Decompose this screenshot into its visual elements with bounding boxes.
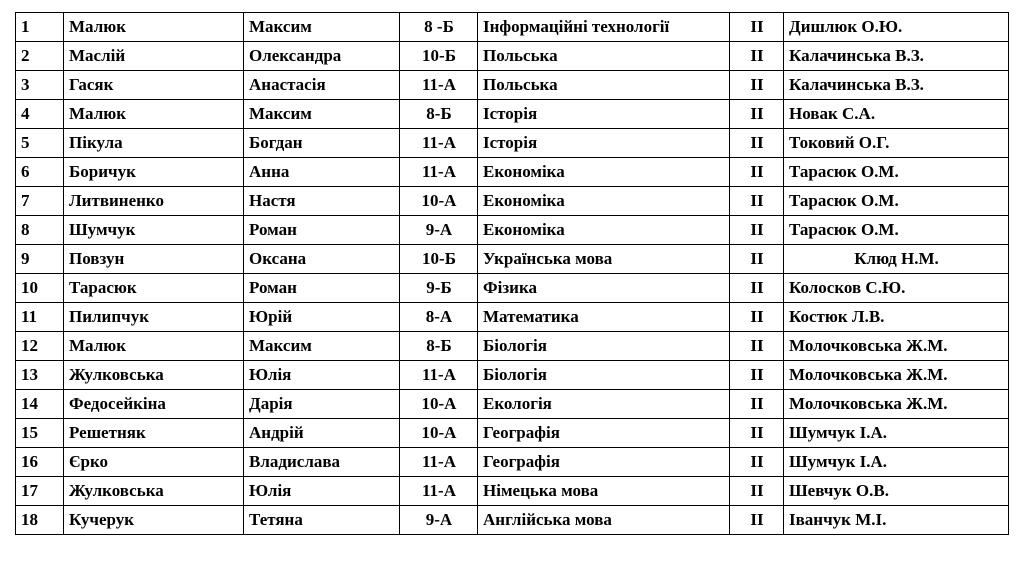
level-cell: ІІ	[730, 158, 784, 187]
table-row	[16, 71, 1009, 100]
row-number: 5	[16, 129, 64, 158]
level-cell: ІІ	[730, 71, 784, 100]
level-cell: ІІ	[730, 216, 784, 245]
row-number: 1	[16, 13, 64, 42]
first-name-cell: Андрій	[244, 419, 400, 448]
row-number: 15	[16, 419, 64, 448]
class-cell: 11-А	[400, 158, 478, 187]
class-cell: 8-Б	[400, 332, 478, 361]
table-row	[16, 274, 1009, 303]
row-number: 7	[16, 187, 64, 216]
table-row	[16, 13, 1009, 42]
surname-cell: Федосейкіна	[64, 390, 244, 419]
table-row	[16, 303, 1009, 332]
teacher-cell: Дишлюк О.Ю.	[784, 13, 1009, 42]
subject-cell: Історія	[478, 100, 730, 129]
first-name-cell: Роман	[244, 216, 400, 245]
first-name-cell: Владислава	[244, 448, 400, 477]
level-cell: ІІ	[730, 274, 784, 303]
teacher-cell: Калачинська В.З.	[784, 71, 1009, 100]
teacher-cell: Іванчук М.І.	[784, 506, 1009, 535]
level-cell: ІІ	[730, 477, 784, 506]
level-cell: ІІ	[730, 187, 784, 216]
surname-cell: Малюк	[64, 332, 244, 361]
teacher-cell: Шевчук О.В.	[784, 477, 1009, 506]
first-name-cell: Богдан	[244, 129, 400, 158]
level-cell: ІІ	[730, 390, 784, 419]
table-row	[16, 158, 1009, 187]
class-cell: 11-А	[400, 71, 478, 100]
subject-cell: Польська	[478, 71, 730, 100]
first-name-cell: Анна	[244, 158, 400, 187]
subject-cell: Українська мова	[478, 245, 730, 274]
row-number: 4	[16, 100, 64, 129]
level-cell: ІІ	[730, 245, 784, 274]
surname-cell: Решетняк	[64, 419, 244, 448]
table-body	[16, 13, 1009, 535]
row-number: 14	[16, 390, 64, 419]
subject-cell: Економіка	[478, 187, 730, 216]
teacher-cell: Молочковська Ж.М.	[784, 361, 1009, 390]
subject-cell: Англійська мова	[478, 506, 730, 535]
teacher-cell: Молочковська Ж.М.	[784, 332, 1009, 361]
table-row	[16, 419, 1009, 448]
row-number: 13	[16, 361, 64, 390]
subject-cell: Математика	[478, 303, 730, 332]
class-cell: 10-А	[400, 419, 478, 448]
level-cell: ІІ	[730, 100, 784, 129]
level-cell: ІІ	[730, 448, 784, 477]
first-name-cell: Олександра	[244, 42, 400, 71]
surname-cell: Повзун	[64, 245, 244, 274]
teacher-cell: Шумчук І.А.	[784, 419, 1009, 448]
first-name-cell: Тетяна	[244, 506, 400, 535]
row-number: 2	[16, 42, 64, 71]
table-row	[16, 245, 1009, 274]
first-name-cell: Юрій	[244, 303, 400, 332]
subject-cell: Біологія	[478, 332, 730, 361]
first-name-cell: Настя	[244, 187, 400, 216]
teacher-cell: Колосков С.Ю.	[784, 274, 1009, 303]
subject-cell: Економіка	[478, 158, 730, 187]
surname-cell: Малюк	[64, 100, 244, 129]
surname-cell: Пилипчук	[64, 303, 244, 332]
subject-cell: Географія	[478, 419, 730, 448]
class-cell: 10-А	[400, 390, 478, 419]
teacher-cell: Тарасюк О.М.	[784, 216, 1009, 245]
level-cell: ІІ	[730, 129, 784, 158]
class-cell: 8-А	[400, 303, 478, 332]
class-cell: 11-А	[400, 129, 478, 158]
table-row	[16, 477, 1009, 506]
surname-cell: Тарасюк	[64, 274, 244, 303]
row-number: 8	[16, 216, 64, 245]
table-row	[16, 42, 1009, 71]
table-row	[16, 506, 1009, 535]
first-name-cell: Максим	[244, 13, 400, 42]
subject-cell: Економіка	[478, 216, 730, 245]
first-name-cell: Максим	[244, 100, 400, 129]
subject-cell: Польська	[478, 42, 730, 71]
surname-cell: Боричук	[64, 158, 244, 187]
first-name-cell: Дарія	[244, 390, 400, 419]
row-number: 6	[16, 158, 64, 187]
table-row	[16, 448, 1009, 477]
first-name-cell: Максим	[244, 332, 400, 361]
surname-cell: Маслій	[64, 42, 244, 71]
subject-cell: Історія	[478, 129, 730, 158]
teacher-cell: Тарасюк О.М.	[784, 158, 1009, 187]
row-number: 16	[16, 448, 64, 477]
row-number: 17	[16, 477, 64, 506]
level-cell: ІІ	[730, 332, 784, 361]
row-number: 18	[16, 506, 64, 535]
first-name-cell: Юлія	[244, 361, 400, 390]
level-cell: ІІ	[730, 303, 784, 332]
subject-cell: Географія	[478, 448, 730, 477]
class-cell: 8 -Б	[400, 13, 478, 42]
row-number: 3	[16, 71, 64, 100]
level-cell: ІІ	[730, 506, 784, 535]
first-name-cell: Анастасія	[244, 71, 400, 100]
class-cell: 9-Б	[400, 274, 478, 303]
teacher-cell: Калачинська В.З.	[784, 42, 1009, 71]
table-row	[16, 390, 1009, 419]
surname-cell: Литвиненко	[64, 187, 244, 216]
table-row	[16, 100, 1009, 129]
subject-cell: Фізика	[478, 274, 730, 303]
table-row	[16, 129, 1009, 158]
class-cell: 9-А	[400, 506, 478, 535]
surname-cell: Кучерук	[64, 506, 244, 535]
results-table	[15, 12, 1009, 535]
subject-cell: Інформаційні технології	[478, 13, 730, 42]
table-row	[16, 216, 1009, 245]
class-cell: 10-Б	[400, 42, 478, 71]
class-cell: 11-А	[400, 477, 478, 506]
row-number: 12	[16, 332, 64, 361]
class-cell: 11-А	[400, 448, 478, 477]
first-name-cell: Оксана	[244, 245, 400, 274]
class-cell: 8-Б	[400, 100, 478, 129]
teacher-cell: Шумчук І.А.	[784, 448, 1009, 477]
subject-cell: Екологія	[478, 390, 730, 419]
teacher-cell: Новак С.А.	[784, 100, 1009, 129]
class-cell: 10-Б	[400, 245, 478, 274]
class-cell: 9-А	[400, 216, 478, 245]
surname-cell: Шумчук	[64, 216, 244, 245]
surname-cell: Жулковська	[64, 477, 244, 506]
surname-cell: Єрко	[64, 448, 244, 477]
level-cell: ІІ	[730, 13, 784, 42]
subject-cell: Біологія	[478, 361, 730, 390]
row-number: 9	[16, 245, 64, 274]
teacher-cell: Тарасюк О.М.	[784, 187, 1009, 216]
table-row	[16, 332, 1009, 361]
class-cell: 10-А	[400, 187, 478, 216]
teacher-cell: Клюд Н.М.	[784, 245, 1009, 274]
surname-cell: Жулковська	[64, 361, 244, 390]
table-row	[16, 187, 1009, 216]
surname-cell: Малюк	[64, 13, 244, 42]
surname-cell: Пікула	[64, 129, 244, 158]
surname-cell: Гасяк	[64, 71, 244, 100]
row-number: 11	[16, 303, 64, 332]
class-cell: 11-А	[400, 361, 478, 390]
level-cell: ІІ	[730, 419, 784, 448]
level-cell: ІІ	[730, 42, 784, 71]
row-number: 10	[16, 274, 64, 303]
teacher-cell: Токовий О.Г.	[784, 129, 1009, 158]
level-cell: ІІ	[730, 361, 784, 390]
teacher-cell: Костюк Л.В.	[784, 303, 1009, 332]
subject-cell: Німецька мова	[478, 477, 730, 506]
table-row	[16, 361, 1009, 390]
first-name-cell: Юлія	[244, 477, 400, 506]
first-name-cell: Роман	[244, 274, 400, 303]
teacher-cell: Молочковська Ж.М.	[784, 390, 1009, 419]
